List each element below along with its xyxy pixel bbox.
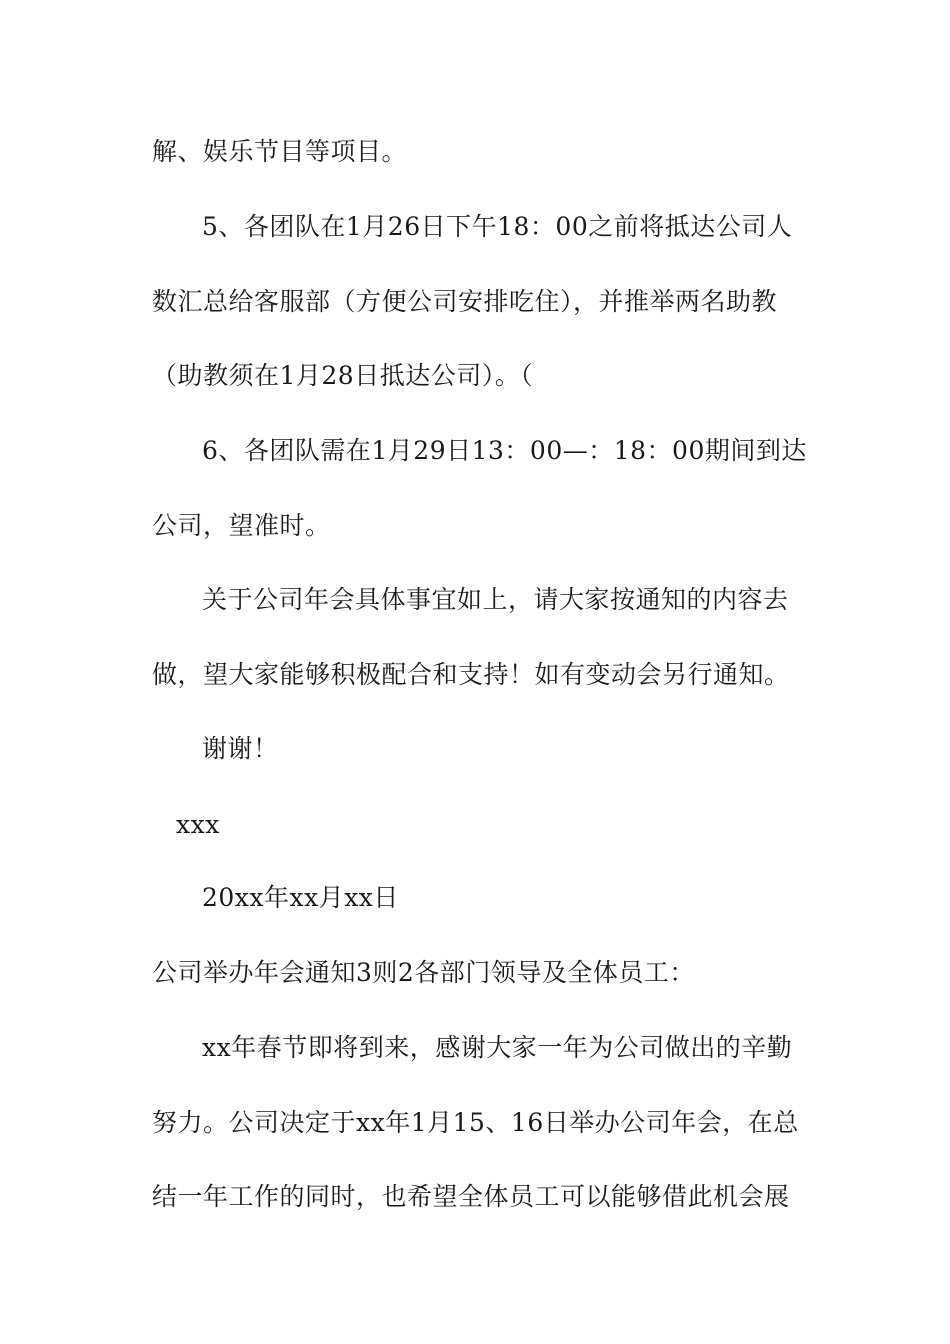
text-line: 解、娱乐节目等项目。 xyxy=(152,137,408,166)
text-line: 努力。公司决定于xx年1月15、16日举办公司年会，在总 xyxy=(152,1108,799,1137)
signature-name: xxx xyxy=(176,810,220,839)
text-line: 5、各团队在1月26日下午18：00之前将抵达公司人 xyxy=(202,212,793,241)
text-line: 公司，望准时。 xyxy=(152,511,331,540)
text-line: （助教须在1月28日抵达公司）。（ xyxy=(152,361,534,390)
text-line: 结一年工作的同时，也希望全体员工可以能够借此机会展 xyxy=(152,1182,790,1211)
thanks-line: 谢谢！ xyxy=(202,734,279,763)
text-line: 做，望大家能够积极配合和支持！如有变动会另行通知。 xyxy=(152,660,790,689)
text-line: 6、各团队需在1月29日13：00—：18：00期间到达 xyxy=(202,436,807,465)
signature-date: 20xx年xx月xx日 xyxy=(202,883,399,912)
section-heading: 公司举办年会通知3则2各部门领导及全体员工： xyxy=(152,958,695,987)
text-line: xx年春节即将到来，感谢大家一年为公司做出的辛勤 xyxy=(202,1033,793,1062)
text-line: 关于公司年会具体事宜如上，请大家按通知的内容去 xyxy=(202,585,789,614)
text-line: 数汇总给客服部（方便公司安排吃住），并推举两名助教 xyxy=(152,287,778,316)
